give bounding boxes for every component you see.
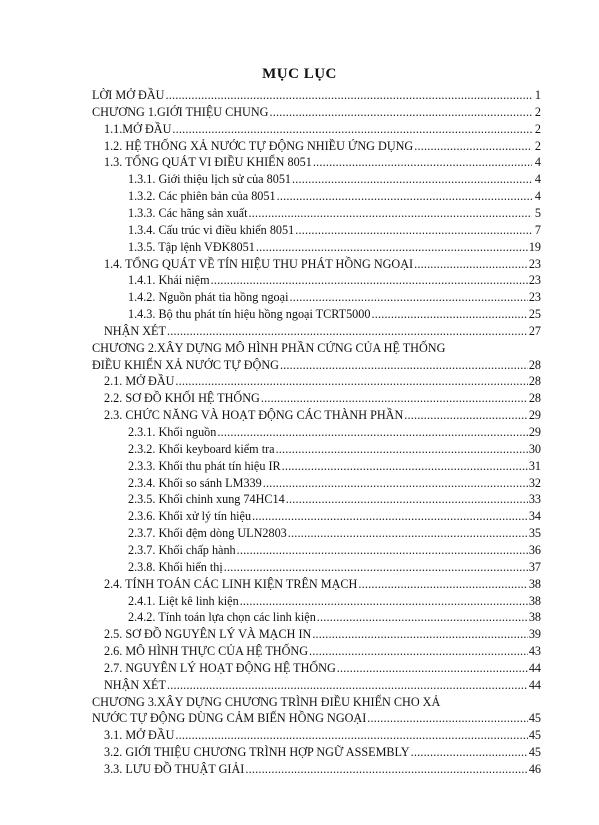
toc-page-number: 2 — [534, 138, 541, 153]
dot-leader — [292, 172, 532, 187]
toc-entry[interactable] — [128, 172, 541, 187]
toc-entry-title: 2.4.1. Liệt kê linh kiện — [128, 593, 239, 608]
dot-leader — [261, 391, 528, 406]
dot-leader — [263, 476, 528, 491]
toc-entry-title: 1.3.1. Giới thiệu lịch sử của 8051 — [128, 172, 292, 187]
toc-entry[interactable] — [128, 273, 541, 288]
toc-entry[interactable] — [92, 88, 541, 103]
toc-entry[interactable] — [104, 122, 541, 137]
toc-page-number: 45 — [528, 745, 541, 760]
toc-entry-title: ĐIỀU KHIỂN XẢ NƯỚC TỰ ĐỘNG — [92, 357, 279, 372]
toc-page-number: 2 — [534, 104, 541, 119]
toc-entry[interactable] — [104, 678, 541, 693]
toc-entry-title: 2.3.1. Khối nguồn — [128, 425, 217, 439]
dot-leader — [282, 459, 528, 474]
toc-entry-title: 2.3.5. Khối chỉnh xung 74HC14 — [128, 492, 285, 507]
toc-page-number: 23 — [528, 256, 541, 271]
toc-entry-title: 2.4.2. Tính toán lựa chọn các linh kiện — [128, 610, 316, 625]
toc-page-number: 38 — [528, 593, 541, 608]
dot-leader — [317, 610, 528, 625]
toc-page-number: 44 — [528, 660, 541, 675]
toc-entry[interactable] — [92, 711, 541, 726]
toc-page-number: 30 — [528, 441, 541, 456]
toc-page-number: 4 — [534, 172, 541, 187]
dot-leader — [172, 122, 532, 137]
dot-leader — [411, 745, 528, 760]
toc-entry[interactable] — [128, 459, 541, 474]
toc-page-number: 28 — [528, 374, 541, 389]
toc-entry-title: 1.3.5. Tập lệnh VĐK8051 — [128, 239, 255, 254]
dot-leader — [404, 408, 528, 423]
dot-leader — [280, 358, 528, 373]
toc-page-number: 19 — [528, 239, 541, 254]
dot-leader — [167, 324, 528, 339]
toc-entry-title: 1.2. HỆ THỐNG XẢ NƯỚC TỰ ĐỘNG NHIỀU ỨNG DỤNG — [104, 138, 414, 153]
dot-leader — [371, 307, 527, 322]
toc-entry-title: 2.4. TÍNH TOÁN CÁC LINH KIỆN TRÊN MẠCH — [104, 576, 358, 591]
toc-entry-title: 2.3.8. Khối hiển thị — [128, 559, 223, 574]
toc-entry[interactable] — [104, 728, 541, 743]
toc-page-number: 32 — [528, 475, 541, 490]
toc-entry[interactable] — [104, 155, 541, 170]
toc-entry[interactable] — [128, 610, 541, 625]
toc-page-number: 1 — [534, 88, 541, 102]
toc-entry[interactable] — [104, 139, 541, 154]
toc-entry-title: 2.3.3. Khối thu phát tín hiệu IR — [128, 458, 281, 473]
toc-entry-title: 1.3.2. Các phiên bản của 8051 — [128, 189, 276, 204]
toc-page-number: 25 — [528, 307, 541, 322]
toc-page-number: 36 — [528, 542, 541, 557]
toc-entry[interactable] — [104, 745, 541, 760]
toc-entry-heading[interactable]: CHƯƠNG 3.XÂY DỰNG CHƯƠNG TRÌNH ĐIỀU KHIỂN CHO XẢ — [92, 694, 441, 709]
dot-leader — [286, 492, 528, 507]
toc-entry-title: 2.1. MỞ ĐẦU — [104, 374, 175, 389]
toc-page-number: 29 — [528, 408, 541, 423]
dot-leader — [367, 711, 528, 726]
toc-entry-title: NHẬN XÉT — [104, 323, 166, 338]
toc-entry[interactable] — [128, 223, 541, 238]
toc-entry-title: LỜI MỞ ĐẦU — [92, 88, 165, 102]
dot-leader — [248, 206, 532, 221]
toc-page-number: 29 — [528, 425, 541, 439]
toc-entry[interactable] — [128, 560, 541, 575]
toc-entry[interactable] — [128, 307, 541, 322]
toc-page-number: 2 — [534, 121, 541, 136]
dot-leader — [175, 728, 527, 743]
dot-leader — [288, 526, 528, 541]
toc-page-number: 28 — [528, 391, 541, 406]
dot-leader — [175, 374, 527, 389]
toc-entry-title: 1.4. TỔNG QUÁT VỀ TÍN HIỆU THU PHÁT HỒNG NGOẠI — [104, 256, 414, 271]
toc-entry[interactable] — [104, 644, 541, 659]
toc-entry-title: 2.5. SƠ ĐỒ NGUYÊN LÝ VÀ MẠCH IN — [104, 627, 312, 642]
toc-entry[interactable] — [104, 324, 541, 339]
toc-entry-title: 2.6. MÔ HÌNH THỰC CỦA HỆ THỐNG — [104, 644, 309, 659]
dot-leader — [237, 543, 528, 558]
toc-entry-title: 1.3.4. Cấu trúc vi điều khiển 8051 — [128, 222, 295, 237]
toc-page-number: 38 — [528, 610, 541, 625]
toc-entry-title: 1.4.1. Khái niệm — [128, 273, 210, 288]
dot-leader — [269, 105, 532, 120]
toc-entry-title: 2.3.7. Khối chấp hành — [128, 542, 236, 557]
dot-leader — [312, 627, 528, 642]
toc-entry[interactable] — [128, 492, 541, 507]
dot-leader — [217, 425, 527, 440]
toc-entry[interactable] — [128, 425, 541, 440]
toc-entry-title: 2.3.7. Khối đệm dòng ULN2803 — [128, 526, 287, 541]
dot-leader — [252, 509, 528, 524]
toc-entry[interactable] — [128, 594, 541, 609]
toc-page-number: 45 — [528, 711, 541, 726]
page-title: MỤC LỤC — [262, 66, 337, 82]
toc-entry-title: 3.1. MỞ ĐẦU — [104, 728, 175, 743]
toc-page-number: 46 — [528, 762, 541, 776]
dot-leader — [309, 644, 528, 659]
toc-entry[interactable] — [128, 290, 541, 305]
toc-entry[interactable] — [104, 374, 541, 389]
toc-entry[interactable] — [92, 358, 541, 373]
toc-entry-title: 1.3.3. Các hãng sản xuất — [128, 205, 248, 220]
toc-page-number: 43 — [528, 644, 541, 659]
toc-entry-title: 2.7. NGUYÊN LÝ HOẠT ĐỘNG HỆ THỐNG — [104, 660, 336, 675]
toc-page-number: 4 — [534, 155, 541, 170]
dot-leader — [277, 189, 532, 204]
dot-leader — [337, 661, 528, 676]
toc-entry[interactable] — [128, 543, 541, 558]
toc-page-number: 7 — [534, 222, 541, 237]
toc-page-number: 5 — [534, 205, 541, 220]
dot-leader — [165, 88, 532, 103]
toc-page-number: 4 — [534, 189, 541, 204]
toc-entry-title: 1.3. TỔNG QUÁT VI ĐIỀU KHIỂN 8051 — [104, 155, 312, 170]
toc-entry-title: NƯỚC TỰ ĐỘNG DÙNG CẢM BIẾN HỒNG NGOẠI — [92, 711, 367, 726]
dot-leader — [313, 155, 532, 170]
toc-entry[interactable] — [128, 509, 541, 524]
toc-entry[interactable] — [128, 206, 541, 221]
toc-page-number: 39 — [528, 627, 541, 642]
toc-entry[interactable] — [104, 257, 541, 272]
toc-page-number: 23 — [528, 273, 541, 288]
toc-page-number: 35 — [528, 526, 541, 541]
dot-leader — [358, 577, 527, 592]
toc-entry-title: NHẬN XÉT — [104, 677, 166, 692]
toc-entry-title: CHƯƠNG 1.GIỚI THIỆU CHUNG — [92, 104, 269, 119]
dot-leader — [167, 678, 528, 693]
toc-page-number: 28 — [528, 357, 541, 372]
toc-entry-title: 2.3.4. Khối so sánh LM339 — [128, 475, 262, 490]
toc-entry-title: 2.2. SƠ ĐỒ KHỐI HỆ THỐNG — [104, 391, 260, 406]
toc-entry-title: 3.3. LƯU ĐỒ THUẬT GIẢI — [104, 762, 245, 776]
toc-entry-title: 2.3.2. Khối keyboard kiểm tra — [128, 441, 275, 456]
toc-page-number: 31 — [528, 458, 541, 473]
dot-leader — [211, 273, 528, 288]
toc-entry[interactable] — [128, 189, 541, 204]
toc-page-number: 23 — [528, 290, 541, 305]
dot-leader — [240, 594, 528, 609]
toc-page-number: 45 — [528, 728, 541, 743]
toc-entry[interactable] — [128, 476, 541, 491]
toc-entry[interactable] — [104, 408, 541, 423]
toc-page-number: 34 — [528, 509, 541, 524]
dot-leader — [276, 442, 528, 457]
dot-leader — [224, 560, 528, 575]
toc-entry[interactable] — [104, 661, 541, 676]
dot-leader — [289, 290, 527, 305]
toc-page-number: 38 — [528, 576, 541, 591]
toc-entry-title: 3.2. GIỚI THIỆU CHƯƠNG TRÌNH HỢP NGỮ ASSEMBLY — [104, 745, 410, 760]
toc-entry-title: 2.3.6. Khối xử lý tín hiệu — [128, 509, 252, 524]
toc-entry-heading[interactable]: CHƯƠNG 2.XÂY DỰNG MÔ HÌNH PHẦN CỨNG CỦA HỆ THỐNG — [92, 340, 446, 355]
toc-page-number: 27 — [528, 323, 541, 338]
toc-entry[interactable] — [92, 105, 541, 120]
dot-leader — [256, 240, 528, 255]
toc-entry[interactable] — [104, 627, 541, 642]
toc-entry[interactable] — [128, 240, 541, 255]
toc-page-number: 44 — [528, 677, 541, 692]
dot-leader — [414, 139, 532, 154]
toc-entry-title: 1.4.2. Nguồn phát tia hồng ngoại — [128, 290, 289, 305]
toc-entry[interactable] — [104, 391, 541, 406]
toc-page-number: 37 — [528, 559, 541, 574]
toc-entry[interactable] — [104, 577, 541, 592]
toc-entry[interactable] — [128, 526, 541, 541]
dot-leader — [414, 257, 528, 272]
toc-entry-title: 2.3. CHỨC NĂNG VÀ HOẠT ĐỘNG CÁC THÀNH PHẦN — [104, 408, 404, 423]
toc-entry[interactable] — [104, 762, 541, 777]
toc-page-number: 33 — [528, 492, 541, 507]
toc-entry-title: 1.1.MỞ ĐẦU — [104, 121, 172, 136]
toc-entry[interactable] — [128, 442, 541, 457]
dot-leader — [295, 223, 532, 238]
dot-leader — [245, 762, 527, 777]
toc-entry-title: 1.4.3. Bộ thu phát tín hiệu hồng ngoại TCRT5000 — [128, 307, 371, 322]
